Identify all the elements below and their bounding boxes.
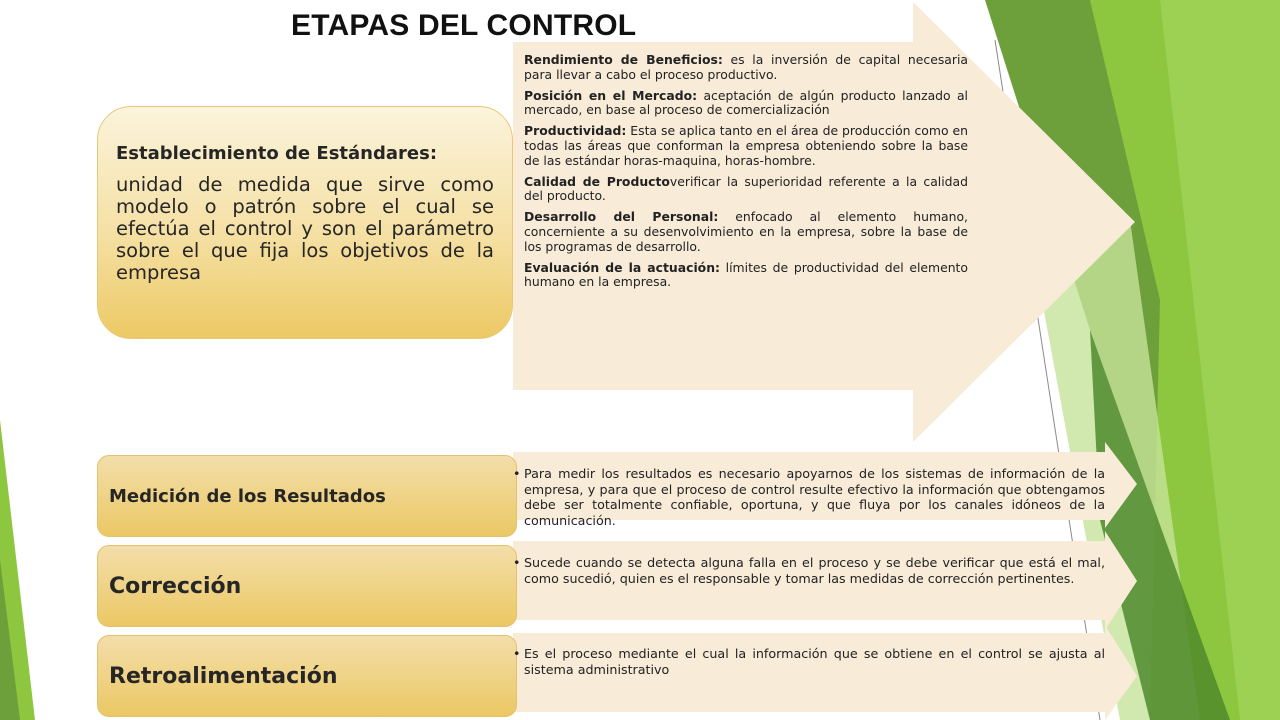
page-title: ETAPAS DEL CONTROL [291,9,637,42]
standard-item: Evaluación de la actuación: límites de productividad del elemento humano en la empresa. [524,259,968,290]
stage-label: Corrección [109,573,242,599]
stage-label: Retroalimentación [109,663,338,689]
stage-label: Medición de los Resultados [109,485,386,507]
stage-measurement [97,455,517,537]
standard-item: Posición en el Mercado: aceptación de algún producto lanzado al mercado, en base al proceso de comercialización [524,87,968,118]
standard-item: Productividad: Esta se aplica tanto en el área de producción como en todas las áreas que conforman la empresa obteniendo sobre la base de las estándar horas-maquina, horas-hombre. [524,123,968,168]
stage-feedback-text: • Es el proceso mediante el cual la información que se obtiene en el control se ajusta al sistema administrativo [513,646,1105,677]
standard-item: Calidad de Productoverificar la superioridad referente a la calidad del producto. [524,173,968,204]
stage-correction-text: • Sucede cuando se detecta alguna falla en el proceso y se debe verificar que está el mal, como sucedió, quien es el responsable y tomar las medidas de corrección pertinentes. [513,555,1105,586]
standards-body: unidad de medida que sirve como modelo o patrón sobre el cual se efectúa el control y son el parámetro sobre el que fija los objetivos de la empresa [116,173,494,284]
standards-box [97,106,513,339]
stage-measurement-text: • Para medir los resultados es necesario apoyarnos de los sistemas de información de la empresa, y para que el proceso de control resulte efectivo la información que obtengamos debe ser totalmente confiable, oportuna, y que fluya por los canales idóneos de la comunicación. [513,466,1105,528]
stage-feedback [97,635,517,717]
standards-heading: Establecimiento de Estándares: [116,143,438,164]
standard-item: Rendimiento de Beneficios: es la inversión de capital necesaria para llevar a cabo el proceso productivo. [524,52,968,82]
standard-item: Desarrollo del Personal: enfocado al elemento humano, concerniente a su desenvolvimiento en la empresa, sobre la base de los programas de desarrollo. [524,209,968,254]
stage-correction [97,545,517,627]
standards-list [524,53,968,296]
